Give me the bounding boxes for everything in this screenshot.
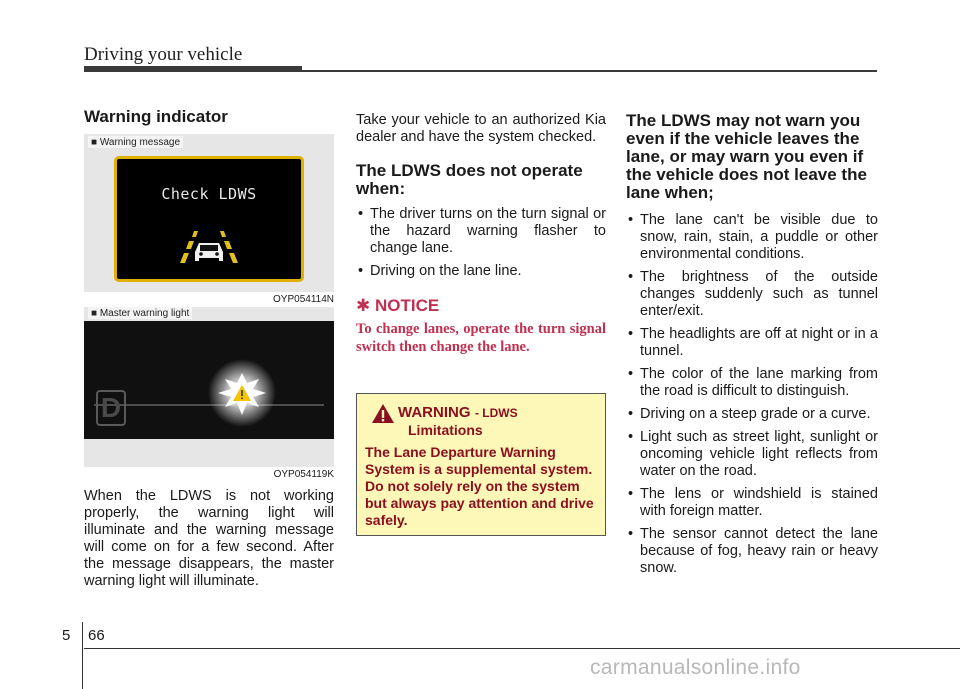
header-rule-thick bbox=[84, 66, 302, 72]
figure-warning-message bbox=[84, 134, 334, 292]
lane-departure-icon bbox=[174, 225, 244, 265]
warning-indicator-heading: Warning indicator bbox=[84, 107, 228, 126]
cluster-display bbox=[84, 321, 334, 439]
does-not-operate-heading: The LDWS does not operate when: bbox=[356, 161, 583, 198]
warning-subtitle: - LDWS bbox=[474, 406, 518, 420]
list-item: • Driving on a steep grade or a curve. bbox=[626, 406, 878, 423]
figure-code: OYP054119K bbox=[273, 469, 334, 480]
column-middle bbox=[356, 112, 606, 356]
list-item: • Light such as street light, sunlight or oncoming vehicle light reflects from water on the road. bbox=[626, 429, 878, 480]
list-item: • The lens or windshield is stained with foreign matter. bbox=[626, 486, 878, 520]
dealer-paragraph: Take your vehicle to an authorized Kia dealer and have the system checked. bbox=[356, 112, 606, 145]
warning-indicator-paragraph: When the LDWS is not working properly, the warning light will illuminate and the warning message will come on for a few second. After the message disappears, the master warning light will illuminate. bbox=[84, 488, 334, 589]
screen-message: Check LDWS bbox=[161, 185, 257, 203]
figure-code: OYP054114N bbox=[273, 294, 334, 305]
warning-text: The Lane Departure Warning System is a supplemental system. Do not solely rely on the system but always pay attention and drive safely. bbox=[365, 444, 594, 528]
cluster-screen bbox=[114, 156, 304, 282]
warning-title: WARNING bbox=[398, 404, 471, 421]
page-separator bbox=[82, 622, 83, 689]
gear-indicator bbox=[96, 390, 126, 426]
section-number: 5 bbox=[62, 627, 71, 644]
figure-caption: ■ Warning message bbox=[88, 136, 183, 148]
watermark: carmanualsonline.info bbox=[590, 656, 801, 679]
column-right bbox=[626, 112, 878, 583]
page-number: 66 bbox=[88, 627, 105, 644]
figure-master-warning bbox=[84, 307, 334, 467]
warning-header bbox=[365, 404, 597, 422]
warning-limitations: Limitations bbox=[408, 422, 483, 438]
notice-title: ✱ NOTICE bbox=[356, 296, 440, 315]
footer-rule bbox=[84, 648, 960, 649]
list-item: • The headlights are off at night or in a tunnel. bbox=[626, 326, 878, 360]
notice-text: To change lanes, operate the turn signal switch then change the lane. bbox=[356, 321, 606, 355]
figure-caption: ■ Master warning light bbox=[88, 307, 192, 319]
header-rule-thin bbox=[302, 70, 877, 72]
page-header-title: Driving your vehicle bbox=[84, 44, 243, 65]
list-item: • Driving on the lane line. bbox=[356, 263, 606, 280]
list-item: • The driver turns on the turn signal or the hazard warning flasher to change lane. bbox=[356, 206, 606, 257]
warning-box bbox=[356, 393, 606, 536]
list-item: • The color of the lane marking from the road is difficult to distinguish. bbox=[626, 366, 878, 400]
may-not-warn-list bbox=[626, 212, 878, 577]
list-item: • The brightness of the outside changes suddenly such as tunnel enter/exit. bbox=[626, 269, 878, 320]
does-not-operate-list bbox=[356, 206, 606, 280]
column-left bbox=[84, 108, 334, 590]
list-item: • The sensor cannot detect the lane because of fog, heavy rain or heavy snow. bbox=[626, 526, 878, 577]
gear-letter: D bbox=[100, 392, 122, 423]
list-item: • The lane can't be visible due to snow, rain, stain, a puddle or other environmental conditions. bbox=[626, 212, 878, 263]
warning-triangle-icon bbox=[371, 403, 395, 424]
may-not-warn-heading: The LDWS may not warn you even if the vehicle leaves the lane, or may warn you even if the vehicle does not leave the lane when; bbox=[626, 111, 867, 202]
